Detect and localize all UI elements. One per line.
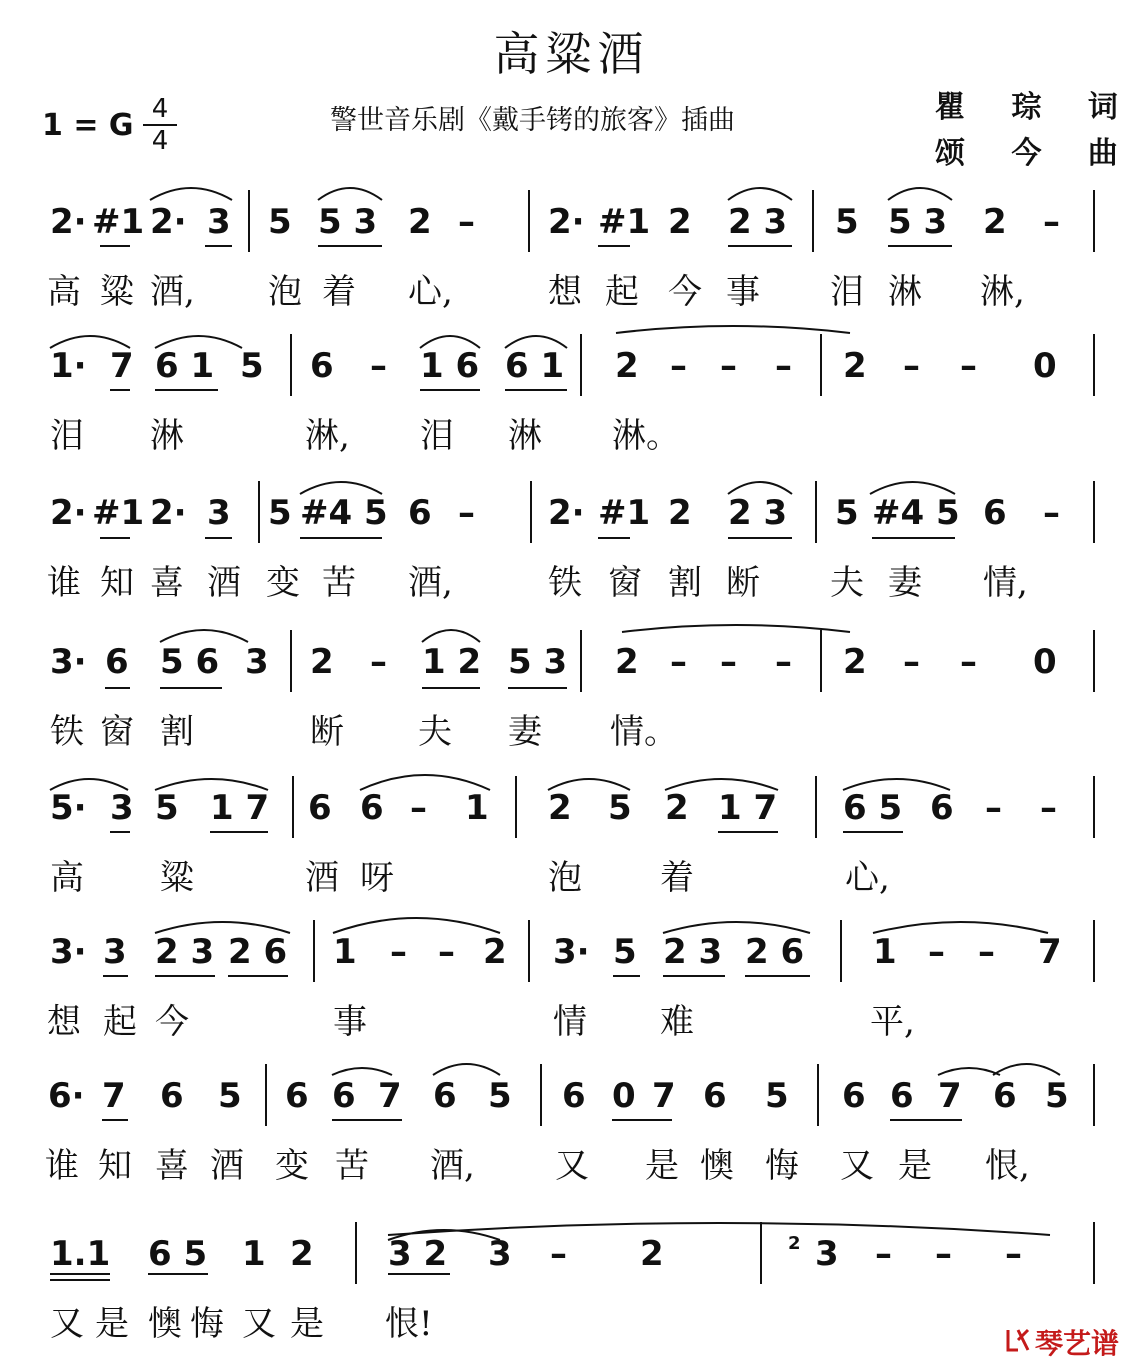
lyric-syllable: 窗 (608, 563, 642, 603)
watermark-logo (1005, 1322, 1119, 1362)
barline (580, 630, 582, 692)
lyric-syllable: 情。 (610, 712, 678, 752)
note: 3· (50, 932, 87, 972)
note: 7 (110, 346, 134, 386)
note: – (720, 346, 737, 386)
note: 6 (930, 788, 954, 828)
note: 2 (483, 932, 507, 972)
lyric-syllable: 淋 (888, 272, 922, 312)
barline (1093, 481, 1095, 543)
note: 1.1 (50, 1234, 111, 1274)
lyric-syllable: 呀 (360, 858, 394, 898)
lyric-syllable: 知 (98, 1146, 132, 1186)
note: 2 6 (228, 932, 288, 972)
barline (820, 334, 822, 396)
note: 5 3 (318, 202, 378, 242)
note: 2 (640, 1234, 664, 1274)
note: 6 (332, 1076, 356, 1116)
note: – (960, 346, 977, 386)
lyric-syllable: 夫 (830, 563, 864, 603)
notation-row (0, 636, 1143, 696)
lyric-syllable: 心, (845, 858, 890, 898)
lyric-syllable: 是 (898, 1146, 932, 1186)
lyric-syllable: 难 (660, 1002, 694, 1042)
lyrics-row (0, 1296, 1143, 1346)
lyric-syllable: 粱 (160, 858, 194, 898)
lyric-syllable: 起 (103, 1002, 137, 1042)
note: 2 (615, 346, 639, 386)
lyric-syllable: 铁 (50, 712, 84, 752)
note: 2 3 (728, 493, 788, 533)
note: – (550, 1234, 567, 1274)
lyric-syllable: 起 (605, 272, 639, 312)
lyric-syllable: 恨! (385, 1304, 433, 1344)
note: 2 (665, 788, 689, 828)
lyric-syllable: 酒, (150, 272, 195, 312)
lyric-syllable: 又 (840, 1146, 874, 1186)
note: 2 3 (728, 202, 788, 242)
note: 5 (268, 202, 292, 242)
note: – (978, 932, 995, 972)
note: 5 (268, 493, 292, 533)
note: 3 (207, 493, 231, 533)
lyrics-row (0, 850, 1143, 900)
note: – (903, 346, 920, 386)
lyric-syllable: 谁 (47, 563, 81, 603)
note: #1 (598, 493, 651, 533)
lyric-syllable: 谁 (45, 1146, 79, 1186)
lyric-syllable: 懊 (700, 1146, 734, 1186)
lyric-syllable: 悔 (190, 1304, 224, 1344)
note: – (775, 642, 792, 682)
barline (760, 1222, 762, 1284)
lyric-syllable: 今 (155, 1002, 189, 1042)
lyrics-row (0, 994, 1143, 1044)
note: 2· (150, 493, 187, 533)
note: 3 (207, 202, 231, 242)
composer-credit: 颂 今 曲 (935, 136, 1136, 171)
barline (515, 776, 517, 838)
lyric-syllable: 泡 (548, 858, 582, 898)
note: 3 (488, 1234, 512, 1274)
note: – (390, 932, 407, 972)
notation-row (0, 487, 1143, 547)
lyric-syllable: 淋。 (612, 416, 680, 456)
lyric-syllable: 淋 (150, 416, 184, 456)
note: #1 (598, 202, 651, 242)
slur-mark (616, 326, 850, 333)
note: 6· (48, 1076, 85, 1116)
note: – (775, 346, 792, 386)
lyric-syllable: 又 (555, 1146, 589, 1186)
note: 6 5 (843, 788, 903, 828)
note: 6 (703, 1076, 727, 1116)
note: 2· (50, 493, 87, 533)
barline (248, 190, 250, 252)
note: 2· (50, 202, 87, 242)
lyric-syllable: 酒, (408, 563, 453, 603)
note: 1· (50, 346, 87, 386)
note: 2 (843, 642, 867, 682)
note: 5· (50, 788, 87, 828)
barline (815, 481, 817, 543)
note: 7 (378, 1076, 402, 1116)
note: 5 (835, 493, 859, 533)
note: 5 (1045, 1076, 1069, 1116)
note: 1 7 (210, 788, 270, 828)
lyric-syllable: 喜 (150, 563, 184, 603)
note: 0 (1033, 642, 1057, 682)
barline (820, 630, 822, 692)
note: 6 (285, 1076, 309, 1116)
note: 7 (102, 1076, 126, 1116)
lyrics-row (0, 1138, 1143, 1188)
lyric-syllable: 淋, (980, 272, 1025, 312)
note: 1 6 (420, 346, 480, 386)
note: – (458, 202, 475, 242)
lyrics-row (0, 408, 1143, 458)
note: 2 (843, 346, 867, 386)
barline (1093, 1064, 1095, 1126)
lyric-syllable: 是 (645, 1146, 679, 1186)
note: 1 (242, 1234, 266, 1274)
note: 7 (938, 1076, 962, 1116)
note: 6 (160, 1076, 184, 1116)
lyric-syllable: 着 (322, 272, 356, 312)
note: 2 (668, 493, 692, 533)
note: – (1043, 493, 1060, 533)
lyric-syllable: 想 (47, 1002, 81, 1042)
lyric-syllable: 苦 (335, 1146, 369, 1186)
lyric-syllable: 又 (50, 1304, 84, 1344)
note: 1 (465, 788, 489, 828)
note: 5 (488, 1076, 512, 1116)
note: 6 5 (148, 1234, 208, 1274)
note: – (458, 493, 475, 533)
lyric-syllable: 高 (50, 858, 84, 898)
note: 2 (310, 642, 334, 682)
note: – (670, 642, 687, 682)
note: 6 (433, 1076, 457, 1116)
note: 3 2 (388, 1234, 448, 1274)
lyric-syllable: 变 (275, 1146, 309, 1186)
notation-row (0, 1228, 1143, 1288)
note: – (1040, 788, 1057, 828)
lyric-syllable: 悔 (765, 1146, 799, 1186)
note: – (903, 642, 920, 682)
note: 6 1 (155, 346, 215, 386)
note: 3 (110, 788, 134, 828)
barline (355, 1222, 357, 1284)
note: 0 (1033, 346, 1057, 386)
time-signature (143, 95, 177, 155)
notation-row (0, 196, 1143, 256)
note: 2 (983, 202, 1007, 242)
lyric-syllable: 懊 (148, 1304, 182, 1344)
note: 1 (873, 932, 897, 972)
barline (840, 920, 842, 982)
lyric-syllable: 断 (310, 712, 344, 752)
volta-number: 2 (788, 1233, 801, 1254)
note: 7 (652, 1076, 676, 1116)
note: 6 (310, 346, 334, 386)
note: 6 (308, 788, 332, 828)
note: 1 7 (718, 788, 778, 828)
lyric-syllable: 事 (726, 272, 760, 312)
lyric-syllable: 平, (870, 1002, 915, 1042)
barline (1093, 1222, 1095, 1284)
notation-row (0, 340, 1143, 400)
note: 1 2 (422, 642, 482, 682)
qinyipu-logo-icon (1005, 1327, 1031, 1360)
lyric-syllable: 情 (553, 1002, 587, 1042)
note: 5 (613, 932, 637, 972)
lyrics-row (0, 704, 1143, 754)
note: – (928, 932, 945, 972)
lyric-syllable: 知 (100, 563, 134, 603)
lyric-syllable: 恨, (985, 1146, 1030, 1186)
lyric-syllable: 是 (290, 1304, 324, 1344)
note: – (935, 1234, 952, 1274)
lyric-syllable: 铁 (548, 563, 582, 603)
note: 2 (408, 202, 432, 242)
lyricist-credit: 瞿 琮 词 (935, 90, 1136, 125)
lyric-syllable: 割 (160, 712, 194, 752)
note: 2 3 (663, 932, 723, 972)
note: 1 (333, 932, 357, 972)
lyric-syllable: 想 (548, 272, 582, 312)
barline (817, 1064, 819, 1126)
note: 3 (815, 1234, 839, 1274)
notation-row (0, 1070, 1143, 1130)
barline (812, 190, 814, 252)
lyric-syllable: 今 (668, 272, 702, 312)
note: 2 (290, 1234, 314, 1274)
lyric-syllable: 事 (333, 1002, 367, 1042)
barline (258, 481, 260, 543)
note: 5 3 (508, 642, 568, 682)
note: 5 (218, 1076, 242, 1116)
note: – (670, 346, 687, 386)
lyric-syllable: 苦 (322, 563, 356, 603)
song-subtitle: 警世音乐剧《戴手铐的旅客》插曲 (330, 105, 735, 136)
note: 6 (408, 493, 432, 533)
notation-row (0, 782, 1143, 842)
lyric-syllable: 割 (668, 563, 702, 603)
note: 6 1 (505, 346, 565, 386)
note: 3· (553, 932, 590, 972)
barline (528, 190, 530, 252)
note: 6 (105, 642, 129, 682)
time-signature-top: 4 (151, 94, 169, 124)
note: 3 (103, 932, 127, 972)
note: 6 (842, 1076, 866, 1116)
lyric-syllable: 情, (983, 563, 1028, 603)
song-title: 高粱酒 (493, 27, 650, 81)
barline (540, 1064, 542, 1126)
lyric-syllable: 窗 (100, 712, 134, 752)
barline (1093, 630, 1095, 692)
note: 3· (50, 642, 87, 682)
note: 5 (240, 346, 264, 386)
barline (1093, 190, 1095, 252)
lyric-syllable: 妻 (508, 712, 542, 752)
note: 5 (608, 788, 632, 828)
notation-row (0, 926, 1143, 986)
note: 5 3 (888, 202, 948, 242)
barline (1093, 776, 1095, 838)
lyric-syllable: 泪 (830, 272, 864, 312)
note: 2· (150, 202, 187, 242)
lyric-syllable: 酒 (207, 563, 241, 603)
note: – (370, 346, 387, 386)
lyrics-row (0, 555, 1143, 605)
note: – (410, 788, 427, 828)
lyric-syllable: 泡 (268, 272, 302, 312)
barline (313, 920, 315, 982)
lyric-syllable: 是 (95, 1304, 129, 1344)
note: 2· (548, 202, 585, 242)
note: – (720, 642, 737, 682)
note: – (438, 932, 455, 972)
barline (292, 776, 294, 838)
barline (290, 334, 292, 396)
slur-mark (622, 625, 850, 632)
note: 5 6 (160, 642, 220, 682)
note: 3 (245, 642, 269, 682)
lyric-syllable: 酒 (210, 1146, 244, 1186)
note: 2 3 (155, 932, 215, 972)
note: 2 6 (745, 932, 805, 972)
barline (815, 776, 817, 838)
lyric-syllable: 断 (726, 563, 760, 603)
lyric-syllable: 粱 (100, 272, 134, 312)
barline (530, 481, 532, 543)
barline (265, 1064, 267, 1126)
note: – (370, 642, 387, 682)
lyric-syllable: 酒, (430, 1146, 475, 1186)
note: 2 (615, 642, 639, 682)
note: 6 (562, 1076, 586, 1116)
note: 5 (765, 1076, 789, 1116)
note: 2 (548, 788, 572, 828)
lyric-syllable: 泪 (420, 416, 454, 456)
barline (528, 920, 530, 982)
key-signature: 1 = G (42, 108, 134, 143)
lyric-syllable: 着 (660, 858, 694, 898)
note: #1 (92, 202, 145, 242)
lyric-syllable: 淋, (305, 416, 350, 456)
lyric-syllable: 心, (408, 272, 453, 312)
note: – (1005, 1234, 1022, 1274)
lyric-syllable: 妻 (888, 563, 922, 603)
note: – (875, 1234, 892, 1274)
lyric-syllable: 高 (47, 272, 81, 312)
note: 6 (890, 1076, 914, 1116)
note: #1 (92, 493, 145, 533)
note: 2 (668, 202, 692, 242)
barline (1093, 920, 1095, 982)
note: 2· (548, 493, 585, 533)
note: 0 (612, 1076, 636, 1116)
note: 6 (983, 493, 1007, 533)
note: #4 5 (300, 493, 388, 533)
note: 5 (835, 202, 859, 242)
watermark-text: 琴艺谱 (1035, 1327, 1120, 1360)
note: 7 (1038, 932, 1062, 972)
lyric-syllable: 又 (242, 1304, 276, 1344)
lyric-syllable: 泪 (50, 416, 84, 456)
lyric-syllable: 酒 (305, 858, 339, 898)
note: 6 (360, 788, 384, 828)
lyric-syllable: 喜 (155, 1146, 189, 1186)
note: – (960, 642, 977, 682)
barline (290, 630, 292, 692)
lyrics-row (0, 264, 1143, 314)
note: – (985, 788, 1002, 828)
barline (580, 334, 582, 396)
note: 5 (155, 788, 179, 828)
lyric-syllable: 夫 (418, 712, 452, 752)
note: #4 5 (872, 493, 960, 533)
lyric-syllable: 淋 (508, 416, 542, 456)
barline (1093, 334, 1095, 396)
note: – (1043, 202, 1060, 242)
lyric-syllable: 变 (266, 563, 300, 603)
time-signature-bottom: 4 (151, 126, 169, 156)
note: 6 (993, 1076, 1017, 1116)
